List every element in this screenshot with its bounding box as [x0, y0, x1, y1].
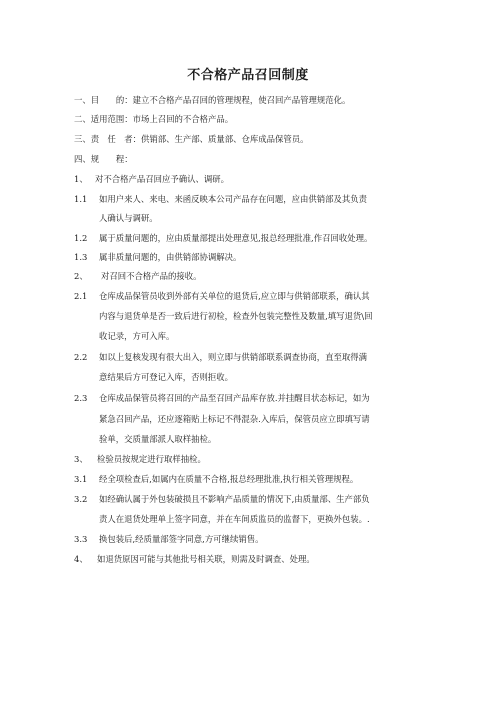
item-text: 属非质量问题的，由供销部协调解决。: [99, 252, 242, 262]
item-text: 检验员按规定进行取样抽检。: [97, 454, 206, 464]
section-procedure: 四、规 程：: [74, 154, 133, 164]
section-purpose: 一、目 的：建立不合格产品召回的管理规程，使召回产品管理规范化。: [74, 95, 351, 105]
item-text: 属于质量问题的，应由质量部提出处理意见,报总经理批准,作召回收处理。: [99, 233, 373, 243]
item-number: 2、: [74, 271, 88, 281]
item-text: 紧急召回产品，还应逐箱贴上标记不得混杂.入库后，保管员应立即填写请: [99, 414, 370, 424]
item-number: 3.2: [74, 494, 88, 504]
item-number: 2.1: [74, 291, 88, 301]
item-number: 3.3: [74, 534, 88, 544]
item-text: 仓库成品保管员收到外部有关单位的退货后,应立即与供销部联系，确认其: [99, 291, 370, 301]
item-number: 1、: [74, 174, 88, 184]
item-text: 对召回不合格产品的接收。: [101, 271, 202, 281]
item-text: 验单，交质量部派人取样抽检。: [99, 434, 217, 444]
item-text: 如经确认属于外包装破损且不影响产品质量的情况下,由质量部、生产部负: [99, 494, 370, 504]
item-number: 1.3: [74, 252, 88, 262]
item-text: 经全项检查后,如属内在质量不合格,报总经理批准,执行相关管理规程。: [99, 474, 359, 484]
item-number: 3.1: [74, 474, 88, 484]
item-text: 仓库成品保管员将召回的产品至召回产品库存放.并挂醒目状态标记，如为: [99, 393, 370, 403]
item-text: 内容与退货单是否一致后进行初检，检查外包装完整性及数量,填写退货\回: [99, 311, 373, 321]
item-text: 人确认与调研。: [99, 213, 158, 223]
item-number: 3、: [74, 454, 88, 464]
item-number: 4、: [74, 554, 88, 564]
item-number: 1.1: [74, 194, 88, 204]
item-number: 2.2: [74, 352, 88, 362]
item-text: 如以上复核发现有很大出入，则立即与供销部联系调查协商，直至取得满: [99, 352, 367, 362]
item-text: 意结果后方可登记入库，否则拒收。: [99, 372, 233, 382]
item-text: 换包装后,经质量部签字同意,方可继续销售。: [99, 534, 264, 544]
page-title: 不合格产品召回制度: [187, 68, 309, 83]
item-number: 2.3: [74, 393, 88, 403]
item-text: 如用户来人、来电、来函反映本公司产品存在问题，应由供销部及其负责: [99, 194, 367, 204]
item-text: 如退货原因可能与其他批号相关联，则需及时调查、处理。: [97, 554, 315, 564]
item-text: 收记录，方可入库。: [99, 331, 175, 341]
item-text: 对不合格产品召回应予确认、调研。: [95, 174, 229, 184]
section-scope: 二、适用范围：市场上召回的不合格产品。: [74, 114, 234, 124]
item-number: 1.2: [74, 233, 88, 243]
section-responsible: 三、责 任 者：供销部、生产部、质量部、仓库成品保管员。: [74, 134, 309, 144]
item-text: 责人在退货处理单上签字同意，并在车间质监员的监督下，更换外包装。.: [99, 514, 370, 524]
